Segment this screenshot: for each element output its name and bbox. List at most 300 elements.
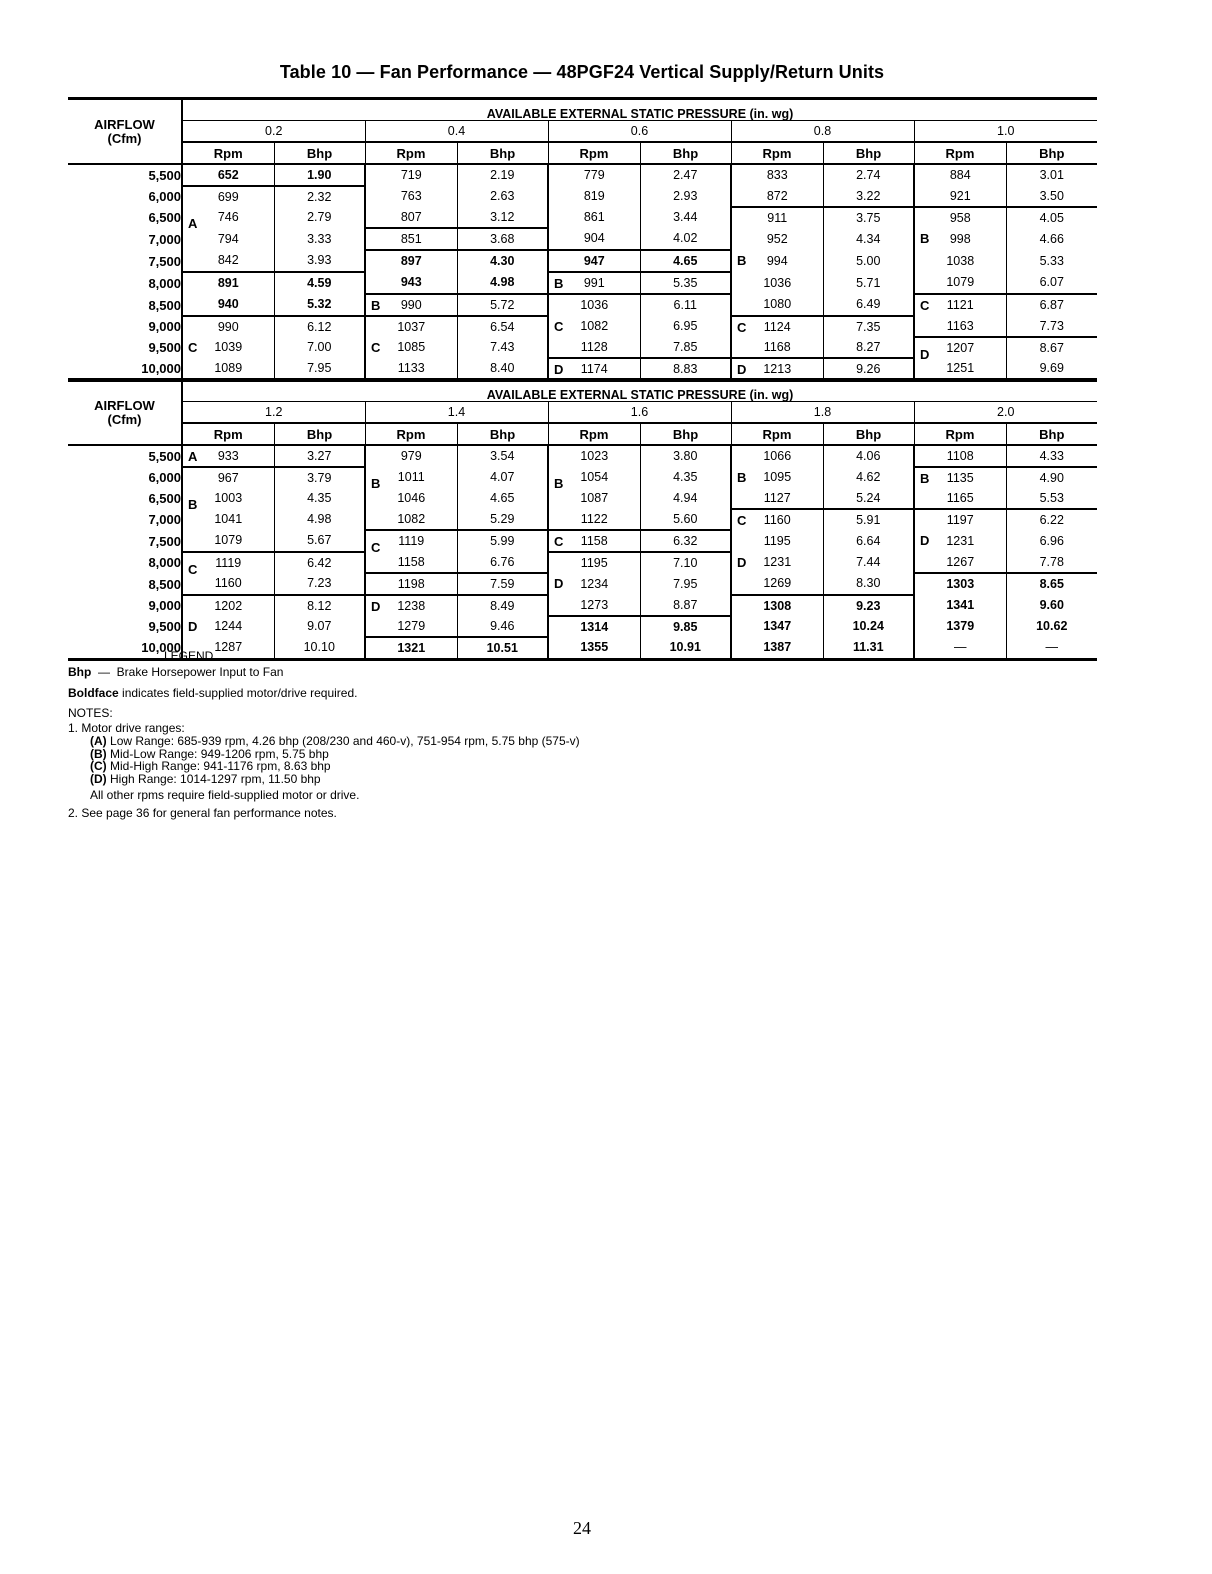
- rpm-value: 1135: [946, 470, 974, 485]
- bhp-cell: 3.22: [823, 186, 914, 207]
- rpm-value: 1121: [946, 298, 974, 313]
- range-letter-d: D: [188, 619, 198, 634]
- table-row: [68, 207, 1097, 228]
- range-letter-c: C: [737, 513, 747, 528]
- table-row: [68, 272, 1097, 294]
- rpm-cell: 979: [365, 445, 457, 467]
- rpm-cell: 763: [365, 186, 457, 207]
- esp-header: AVAILABLE EXTERNAL STATIC PRESSURE (in. wg): [182, 380, 1097, 402]
- rpm-value: 1119: [215, 555, 242, 570]
- rpm-cell: [365, 595, 457, 616]
- table-row: [68, 530, 1097, 552]
- rpm-header: Rpm: [548, 423, 640, 445]
- pressure-header: 0.4: [365, 121, 548, 143]
- airflow-cell: 9,500: [68, 337, 182, 358]
- table-row: [68, 552, 1097, 573]
- rpm-cell: 807: [365, 207, 457, 228]
- rpm-header: Rpm: [914, 423, 1006, 445]
- airflow-cell: 6,500: [68, 488, 182, 509]
- range-text: Mid-Low Range: 949-1206 rpm, 5.75 bhp: [110, 746, 329, 761]
- rpm-cell: 1128: [548, 337, 640, 358]
- bhp-cell: 4.02: [640, 228, 731, 250]
- bhp-cell: 4.59: [274, 272, 365, 294]
- bhp-cell: 5.67: [274, 530, 365, 552]
- rpm-value: 933: [217, 448, 239, 463]
- rpm-cell: 1036: [548, 294, 640, 316]
- rpm-cell: 1387: [731, 637, 823, 660]
- bhp-header: Bhp: [823, 423, 914, 445]
- table-row: [68, 294, 1097, 316]
- esp-header: AVAILABLE EXTERNAL STATIC PRESSURE (in. wg): [182, 99, 1097, 121]
- note-1: 1. Motor drive ranges:: [68, 720, 185, 735]
- rpm-cell: 1080: [731, 294, 823, 316]
- rpm-cell: 861: [548, 207, 640, 228]
- bhp-cell: 3.93: [274, 250, 365, 272]
- rpm-cell: 1122: [548, 509, 640, 530]
- rpm-cell: 1163: [914, 316, 1006, 337]
- table-row: [68, 186, 1097, 207]
- rpm-cell: [731, 316, 823, 337]
- legend-dash: —: [98, 665, 110, 680]
- bhp-cell: 4.62: [823, 467, 914, 488]
- bhp-cell: 7.44: [823, 552, 914, 573]
- airflow-cell: 6,500: [68, 207, 182, 228]
- bhp-cell: 3.27: [274, 445, 365, 467]
- airflow-cell: 10,000: [68, 358, 182, 381]
- bhp-cell: 6.42: [274, 552, 365, 573]
- rpm-cell: 1287: [182, 637, 274, 660]
- range-letter-b: B: [737, 470, 747, 485]
- range-letter-a: A: [188, 449, 198, 464]
- bhp-cell: 4.34: [823, 228, 914, 250]
- bhp-cell: 4.65: [640, 250, 731, 272]
- bhp-cell: 8.27: [823, 337, 914, 358]
- rpm-cell: 1037: [365, 316, 457, 337]
- rpm-cell: [182, 552, 274, 577]
- bhp-cell: 4.07: [457, 467, 548, 488]
- bhp-cell: 10.91: [640, 637, 731, 660]
- bhp-header: Bhp: [640, 142, 731, 164]
- rpm-cell: 1195: [548, 552, 640, 573]
- rpm-cell: [182, 337, 274, 358]
- note-2: 2. See page 36 for general fan performance notes.: [68, 805, 337, 820]
- rpm-cell: [914, 228, 1006, 250]
- rpm-cell: [731, 509, 823, 530]
- range-letter-b: B: [371, 298, 381, 313]
- range-letter-a: A: [188, 216, 198, 231]
- bhp-cell: 3.12: [457, 207, 548, 228]
- bhp-cell: 7.10: [640, 552, 731, 573]
- airflow-cell: 10,000: [68, 637, 182, 660]
- bhp-cell: 11.31: [823, 637, 914, 660]
- bhp-cell: 9.23: [823, 595, 914, 616]
- bhp-cell: 4.65: [457, 488, 548, 509]
- table-row: [68, 228, 1097, 250]
- rpm-cell: [914, 294, 1006, 316]
- rpm-cell: 911: [731, 207, 823, 228]
- bhp-header: Bhp: [457, 142, 548, 164]
- bhp-cell: 4.90: [1006, 467, 1097, 488]
- rpm-cell: —: [914, 637, 1006, 660]
- bhp-cell: 7.59: [457, 573, 548, 595]
- rpm-cell: 1079: [914, 272, 1006, 294]
- rpm-value: 746: [217, 210, 239, 225]
- range-letter-c: C: [188, 562, 198, 577]
- bhp-header: Bhp: [274, 423, 365, 445]
- bhp-cell: 7.43: [457, 337, 548, 358]
- table-row: [68, 337, 1097, 358]
- rpm-cell: 1202: [182, 595, 274, 616]
- airflow-cell: 8,500: [68, 573, 182, 595]
- airflow-header: [68, 380, 182, 446]
- rpm-cell: 851: [365, 228, 457, 250]
- pressure-header: 1.2: [182, 402, 365, 424]
- bhp-cell: 9.85: [640, 616, 731, 637]
- rpm-cell: 1347: [731, 616, 823, 637]
- bhp-cell: 5.29: [457, 509, 548, 530]
- bhp-cell: 10.10: [274, 637, 365, 660]
- rpm-value: 1119: [398, 534, 425, 549]
- rpm-value: 1231: [946, 533, 975, 548]
- bhp-cell: 6.54: [457, 316, 548, 337]
- table-row: [68, 467, 1097, 488]
- range-label: (A): [90, 733, 107, 748]
- rpm-value: 1054: [580, 470, 609, 485]
- rpm-value: 1207: [946, 340, 975, 355]
- rpm-cell: 952: [731, 228, 823, 250]
- bhp-cell: 7.95: [640, 573, 731, 595]
- airflow-cell: 6,000: [68, 467, 182, 488]
- table-row: [68, 445, 1097, 467]
- bhp-cell: 7.95: [274, 358, 365, 381]
- rpm-cell: 897: [365, 250, 457, 272]
- rpm-cell: [548, 573, 640, 595]
- range-letter-b: B: [737, 253, 747, 268]
- rpm-value: 1039: [214, 340, 243, 355]
- rpm-cell: 1195: [731, 530, 823, 552]
- pressure-header: 2.0: [914, 402, 1097, 424]
- rpm-cell: 1133: [365, 358, 457, 381]
- range-letter-d: D: [737, 362, 747, 377]
- airflow-cell: 5,500: [68, 164, 182, 186]
- rpm-cell: 1321: [365, 637, 457, 660]
- rpm-cell: 719: [365, 164, 457, 186]
- bhp-cell: 7.00: [274, 337, 365, 358]
- bhp-cell: 6.12: [274, 316, 365, 337]
- bhp-cell: 8.67: [1006, 337, 1097, 358]
- bhp-cell: 2.79: [274, 207, 365, 228]
- notes-heading: NOTES:: [68, 706, 113, 721]
- bhp-cell: 6.64: [823, 530, 914, 552]
- airflow-header-line1: AIRFLOW: [94, 397, 155, 413]
- bhp-cell: 7.73: [1006, 316, 1097, 337]
- rpm-cell: 1251: [914, 358, 1006, 381]
- rpm-cell: 1279: [365, 616, 457, 637]
- range-text: High Range: 1014-1297 rpm, 11.50 bhp: [110, 771, 321, 786]
- fan-performance-table-2: [68, 378, 1097, 661]
- bhp-cell: 5.71: [823, 272, 914, 294]
- range-letter-d: D: [920, 347, 930, 362]
- rpm-value: 991: [583, 275, 605, 290]
- rpm-cell: [365, 337, 457, 358]
- bhp-cell: 7.78: [1006, 552, 1097, 573]
- table-title: Table 10 — Fan Performance — 48PGF24 Vertical Supply/Return Units: [279, 62, 885, 82]
- rpm-cell: 1046: [365, 488, 457, 509]
- range-letter-b: B: [188, 497, 198, 512]
- rpm-cell: 990: [182, 316, 274, 337]
- rpm-cell: [182, 207, 274, 231]
- airflow-cell: 8,000: [68, 552, 182, 573]
- rpm-cell: 884: [914, 164, 1006, 186]
- pressure-header: 1.6: [548, 402, 731, 424]
- rpm-cell: [182, 488, 274, 512]
- rpm-cell: 779: [548, 164, 640, 186]
- table-row: [68, 509, 1097, 530]
- rpm-cell: 1308: [731, 595, 823, 616]
- bhp-cell: 10.62: [1006, 616, 1097, 637]
- rpm-cell: 1160: [214, 576, 242, 591]
- legend-and-notes: [68, 649, 828, 820]
- rpm-value: 1124: [763, 319, 791, 334]
- rpm-cell: [548, 530, 640, 552]
- boldface-label: Boldface: [68, 685, 119, 700]
- bhp-header: Bhp: [457, 423, 548, 445]
- rpm-value: 1160: [763, 512, 791, 527]
- rpm-cell: 1198: [365, 573, 457, 595]
- rpm-cell: [914, 530, 1006, 552]
- range-letter-b: B: [371, 476, 381, 491]
- bhp-cell: 2.74: [823, 164, 914, 186]
- bhp-cell: 7.35: [823, 316, 914, 337]
- rpm-cell: 1341: [914, 595, 1006, 616]
- bhp-cell: 4.06: [823, 445, 914, 467]
- rpm-value: 1244: [214, 619, 243, 634]
- other-rpms-note: All other rpms require field-supplied motor or drive.: [90, 788, 360, 803]
- bhp-cell: 4.98: [274, 509, 365, 530]
- rpm-cell: 943: [365, 272, 457, 294]
- rpm-cell: 1168: [731, 337, 823, 358]
- bhp-cell: 4.35: [274, 488, 365, 509]
- bhp-cell: 10.51: [457, 637, 548, 660]
- rpm-cell: 1267: [914, 552, 1006, 573]
- bhp-cell: 5.33: [1006, 250, 1097, 272]
- range-letter-d: D: [737, 555, 747, 570]
- airflow-cell: 6,000: [68, 186, 182, 207]
- rpm-cell: 1108: [914, 445, 1006, 467]
- rpm-cell: 1269: [731, 573, 823, 595]
- rpm-cell: 967: [182, 467, 274, 488]
- rpm-cell: [731, 250, 823, 272]
- rpm-value: 1238: [397, 598, 426, 613]
- rpm-header: Rpm: [914, 142, 1006, 164]
- pressure-header: 1.4: [365, 402, 548, 424]
- bhp-cell: 9.46: [457, 616, 548, 637]
- rpm-value: 1095: [763, 470, 792, 485]
- rpm-cell: 1273: [548, 595, 640, 616]
- range-letter-c: C: [371, 340, 381, 355]
- bhp-cell: 6.07: [1006, 272, 1097, 294]
- rpm-value: 1003: [214, 491, 243, 506]
- bhp-cell: 5.35: [640, 272, 731, 294]
- bhp-cell: 8.40: [457, 358, 548, 381]
- rpm-value: 1011: [397, 470, 425, 485]
- airflow-cell: 7,500: [68, 530, 182, 552]
- range-label: (B): [90, 746, 107, 761]
- bhp-cell: 8.12: [274, 595, 365, 616]
- pressure-header: 1.8: [731, 402, 914, 424]
- range-letter-d: D: [554, 362, 564, 377]
- bhp-cell: 4.35: [640, 467, 731, 488]
- bhp-header: Bhp: [274, 142, 365, 164]
- rpm-cell: [365, 467, 457, 491]
- boldface-text: indicates field-supplied motor/drive required.: [122, 685, 358, 700]
- table-row: [68, 488, 1097, 509]
- bhp-header: Bhp: [823, 142, 914, 164]
- bhp-cell: 6.11: [640, 294, 731, 316]
- rpm-cell: [548, 316, 640, 337]
- bhp-header: Bhp: [640, 423, 731, 445]
- rpm-cell: [914, 467, 1006, 488]
- bhp-cell: 6.76: [457, 552, 548, 573]
- rpm-cell: [182, 616, 274, 637]
- rpm-cell: 940: [217, 297, 239, 312]
- rpm-cell: 652: [217, 167, 239, 182]
- bhp-cell: 3.68: [457, 228, 548, 250]
- rpm-cell: 1355: [548, 637, 640, 660]
- rpm-header: Rpm: [182, 423, 274, 445]
- airflow-cell: 9,000: [68, 316, 182, 337]
- rpm-cell: 1165: [914, 488, 1006, 509]
- rpm-cell: 1197: [914, 509, 1006, 530]
- rpm-cell: 958: [914, 207, 1006, 228]
- rpm-cell: 833: [731, 164, 823, 186]
- rpm-value: 1231: [763, 555, 792, 570]
- pressure-header: 0.2: [182, 121, 365, 143]
- rpm-value: 1082: [580, 319, 609, 334]
- rpm-cell: 1041: [214, 512, 243, 527]
- range-letter-c: C: [554, 534, 564, 549]
- range-letter-c: C: [188, 340, 198, 355]
- rpm-cell: 1038: [914, 250, 1006, 272]
- rpm-cell: [548, 272, 640, 294]
- bhp-cell: 5.00: [823, 250, 914, 272]
- bhp-cell: 5.24: [823, 488, 914, 509]
- rpm-value: 1158: [580, 533, 608, 548]
- bhp-header: Bhp: [1006, 423, 1097, 445]
- rpm-cell: 1082: [365, 509, 457, 530]
- rpm-cell: 842: [217, 253, 239, 268]
- range-letter-c: C: [920, 298, 930, 313]
- range-text: Mid-High Range: 941-1176 rpm, 8.63 bhp: [110, 759, 331, 774]
- bhp-cell: 10.24: [823, 616, 914, 637]
- airflow-cell: 9,000: [68, 595, 182, 616]
- rpm-cell: [182, 445, 274, 467]
- airflow-cell: 8,500: [68, 294, 182, 316]
- bhp-cell: 2.47: [640, 164, 731, 186]
- bhp-cell: 4.98: [457, 272, 548, 294]
- rpm-value: 1174: [580, 361, 608, 376]
- rpm-cell: [365, 530, 457, 555]
- bhp-cell: 3.50: [1006, 186, 1097, 207]
- bhp-cell: 9.69: [1006, 358, 1097, 381]
- boldface-note: [68, 686, 828, 700]
- range-letter-b: B: [920, 231, 930, 246]
- bhp-cell: 7.23: [274, 573, 365, 595]
- rpm-header: Rpm: [548, 142, 640, 164]
- bhp-cell: 8.83: [640, 358, 731, 381]
- rpm-header: Rpm: [731, 142, 823, 164]
- bhp-cell: 3.33: [274, 228, 365, 250]
- bhp-cell: 3.44: [640, 207, 731, 228]
- airflow-cell: 9,500: [68, 616, 182, 637]
- airflow-header-line2: (Cfm): [107, 130, 142, 146]
- rpm-cell: 904: [548, 228, 640, 250]
- range-letter-d: D: [371, 599, 381, 614]
- rpm-cell: [731, 467, 823, 488]
- rpm-cell: 1089: [182, 358, 274, 381]
- range-note-d: [68, 773, 828, 786]
- pressure-header: 0.8: [731, 121, 914, 143]
- table-row: [68, 595, 1097, 616]
- airflow-header-line2: (Cfm): [107, 411, 142, 427]
- bhp-cell: 9.07: [274, 616, 365, 637]
- rpm-cell: 1127: [731, 488, 823, 509]
- airflow-header: [68, 99, 182, 165]
- bhp-cell: 6.32: [640, 530, 731, 552]
- rpm-cell: 872: [731, 186, 823, 207]
- bhp-cell: 8.49: [457, 595, 548, 616]
- rpm-value: 1213: [763, 361, 792, 376]
- rpm-header: Rpm: [365, 142, 457, 164]
- bhp-cell: 2.32: [274, 186, 365, 207]
- rpm-cell: 1036: [731, 272, 823, 294]
- bhp-cell: 4.33: [1006, 445, 1097, 467]
- range-text: Low Range: 685-939 rpm, 4.26 bhp (208/230 and 460-v), 751-954 rpm, 5.75 bhp (575-v): [110, 733, 580, 748]
- bhp-cell: 5.53: [1006, 488, 1097, 509]
- bhp-cell: 6.49: [823, 294, 914, 316]
- bhp-cell: 9.26: [823, 358, 914, 381]
- rpm-cell: 1314: [548, 616, 640, 637]
- fan-performance-table-1: [68, 97, 1097, 382]
- page-number: 24: [573, 1518, 591, 1538]
- rpm-header: Rpm: [731, 423, 823, 445]
- bhp-cell: 5.60: [640, 509, 731, 530]
- legend-definition: Brake Horsepower Input to Fan: [116, 665, 284, 680]
- bhp-cell: 2.19: [457, 164, 548, 186]
- bhp-cell: 3.01: [1006, 164, 1097, 186]
- rpm-cell: 794: [217, 231, 239, 246]
- rpm-value: 994: [766, 253, 788, 268]
- bhp-cell: —: [1006, 637, 1097, 660]
- bhp-cell: 8.87: [640, 595, 731, 616]
- bhp-cell: 8.65: [1006, 573, 1097, 595]
- rpm-cell: 1087: [548, 488, 640, 509]
- pressure-header: 1.0: [914, 121, 1097, 143]
- bhp-cell: 7.85: [640, 337, 731, 358]
- rpm-cell: 699: [182, 186, 274, 207]
- bhp-cell: 5.72: [457, 294, 548, 316]
- range-letter-b: B: [554, 276, 564, 291]
- rpm-value: 990: [400, 297, 422, 312]
- bhp-cell: 8.30: [823, 573, 914, 595]
- range-letter-c: C: [737, 320, 747, 335]
- bhp-cell: 6.87: [1006, 294, 1097, 316]
- rpm-cell: [365, 294, 457, 316]
- bhp-cell: 5.32: [274, 294, 365, 316]
- rpm-cell: [731, 552, 823, 573]
- bhp-cell: 6.95: [640, 316, 731, 337]
- bhp-cell: 5.99: [457, 530, 548, 552]
